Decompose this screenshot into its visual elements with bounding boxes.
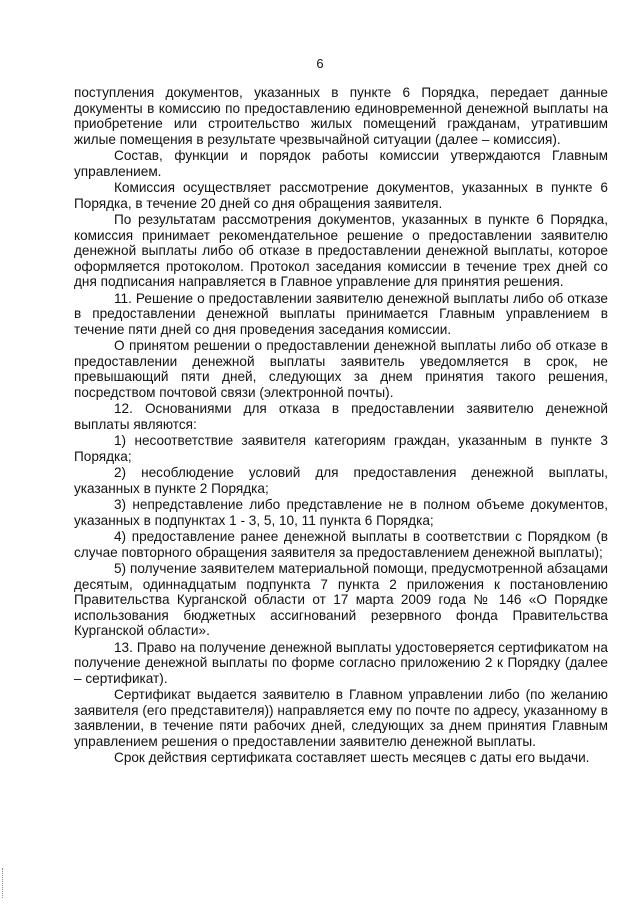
paragraph: Состав, функции и порядок работы комиссии утверждаются Главным управлением. (74, 148, 608, 179)
paragraph: Комиссия осуществляет рассмотрение документов, указанных в пункте 6 Порядка, в течение 20 дней со дня обращения заявителя. (74, 180, 608, 211)
paragraph: Срок действия сертификата составляет шесть месяцев с даты его выдачи. (114, 750, 590, 765)
paragraph: 13. Право на получение денежной выплаты удостоверяется сертификатом на получение денежной выплаты по форме согласно приложению 2 к Порядку (далее – сертификат). (74, 639, 608, 686)
list-item: 2) несоблюдение условий для предоставления денежной выплаты, указанных в пункте 2 Порядка; (74, 465, 608, 496)
paragraph: поступления документов, указанных в пункте 6 Порядка, передает данные документы в комиссию по предоставлению единовременной денежной выплаты на приобретение или строительство жилых помещений гражданам, утратившим жилые помещения в результате чрезвычайной ситуации (далее – комиссия). (74, 85, 608, 147)
list-item: 1) несоответствие заявителя категориям граждан, указанным в пункте 3 Порядка; (74, 433, 608, 464)
list-item: 5) получение заявителем материальной помощи, предусмотренной абзацами десятым, одиннадцатым подпункта 7 пункта 2 приложения к постановлению Правительства Курганской области от 17 марта 2009 года № 146 «О Порядке использования бюджетных ассигнований резервного фонда Правительства Курганской области». (74, 561, 608, 638)
paragraph: 11. Решение о предоставлении заявителю денежной выплаты либо об отказе в предоставлении денежной выплаты принимается Главным управлением в течение пяти дней со дня проведения заседания комиссии. (74, 290, 608, 337)
document-body (74, 85, 608, 767)
paragraph: О принятом решении о предоставлении денежной выплаты либо об отказе в предоставлении денежной выплаты заявитель уведомляется в срок, не превышающий пяти дней, следующих за днем принятия такого решения, посредством почтовой связи (электронной почты). (74, 338, 608, 400)
paragraph: Сертификат выдается заявителю в Главном управлении либо (по желанию заявителя (его представителя)) направляется ему по почте по адресу, указанному в заявлении, в течение пяти рабочих дней, следующих за днем принятия Главным управлением решения о предоставлении заявителю денежной выплаты. (74, 687, 608, 749)
paragraph: По результатам рассмотрения документов, указанных в пункте 6 Порядка, комиссия принимает рекомендательное решение о предоставлении заявителю денежной выплаты либо об отказе в предоставлении денежной выплаты, которое оформляется протоколом. Протокол заседания комиссии в течение трех дней со дня подписания направляется в Главное управление для принятия решения. (74, 212, 608, 289)
page-number: 6 (316, 56, 324, 71)
paragraph: 12. Основаниями для отказа в предоставлении заявителю денежной выплаты являются: (74, 401, 608, 432)
list-item: 4) предоставление ранее денежной выплаты в соответствии с Порядком (в случае повторного обращения заявителя за предоставлением денежной выплаты); (74, 529, 608, 560)
scan-edge-mark (2, 868, 5, 898)
list-item: 3) непредставление либо представление не в полном объеме документов, указанных в подпунктах 1 - 3, 5, 10, 11 пункта 6 Порядка; (74, 497, 608, 528)
